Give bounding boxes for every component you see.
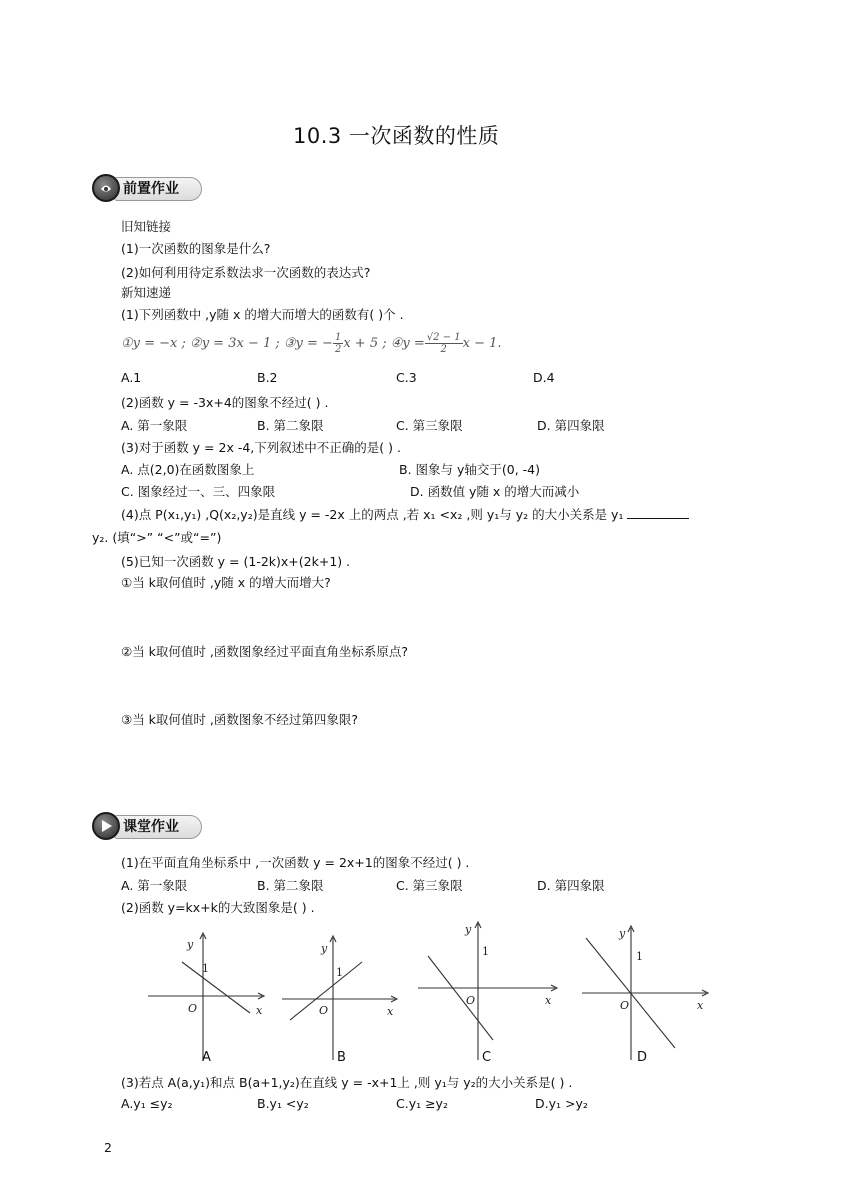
play-icon [92, 812, 120, 840]
graph-b-one: 1 [336, 966, 343, 979]
cq3-option-b: B.y₁ <y₂ [257, 1096, 309, 1111]
graph-d-one: 1 [636, 950, 643, 963]
formula-4b: x − 1. [462, 336, 502, 351]
graph-d-y-label: y [619, 927, 626, 940]
new-question-4 [121, 505, 689, 523]
q2-option-c: C. 第三象限 [396, 418, 463, 433]
section-badge-icon [92, 174, 120, 202]
new-question-2: (2)函数 y = -3x+4的图象不经过( ) . [121, 395, 329, 410]
old-question-2: (2)如何利用待定系数法求一次函数的表达式? [121, 265, 371, 280]
fraction-root2: $\frac{√2 - 1}{2}$ [426, 332, 461, 355]
q5-part-b: ②当 k取何值时 ,函数图象经过平面直角坐标系原点? [121, 644, 409, 659]
graph-a-one: 1 [202, 962, 209, 975]
answer-blank[interactable] [627, 506, 689, 519]
new-question-1: (1)下列函数中 ,y随 x 的增大而增大的函数有( )个 . [121, 307, 404, 322]
old-knowledge-heading: 旧知链接 [121, 219, 172, 234]
q3-option-a: A. 点(2,0)在函数图象上 [121, 462, 255, 477]
graph-b-origin: O [319, 1004, 329, 1017]
formula-3a: ③y = − [283, 336, 333, 351]
section-banner-pre [92, 174, 222, 202]
cq3-option-a: A.y₁ ≤y₂ [121, 1096, 173, 1111]
graph-d-x-label: x [697, 999, 704, 1012]
graph-label-d: D [637, 1050, 648, 1065]
q1-option-d: D.4 [533, 370, 555, 385]
formula-3b: x + 5 ; [343, 336, 387, 351]
q3-option-c: C. 图象经过一、三、四象限 [121, 484, 276, 499]
graph-a-origin: O [188, 1002, 198, 1015]
q2-option-a: A. 第一象限 [121, 418, 188, 433]
page-title: 10.3 一次函数的性质 [293, 124, 500, 148]
new-question-3: (3)对于函数 y = 2x -4,下列叙述中不正确的是( ) . [121, 440, 401, 455]
section-banner-class [92, 812, 222, 840]
q5-part-c: ③当 k取何值时 ,函数图象不经过第四象限? [121, 712, 359, 727]
new-question-5: (5)已知一次函数 y = (1-2k)x+(2k+1) . [121, 554, 351, 569]
new-question-4-cont: y₂. (填“>” “<”或“=”) [92, 530, 222, 545]
graph-d [582, 926, 708, 1060]
graph-label-b: B [337, 1050, 346, 1065]
q3-option-b: B. 图象与 y轴交于(0, -4) [399, 462, 541, 477]
page-number: 2 [104, 1140, 112, 1155]
formula-1: ①y = −x ; [121, 336, 186, 351]
class-question-1: (1)在平面直角坐标系中 ,一次函数 y = 2x+1的图象不经过( ) . [121, 855, 470, 870]
graph-c-x-label: x [545, 994, 552, 1007]
function-list-formula [121, 332, 502, 355]
graph-c-origin: O [466, 994, 476, 1007]
formula-4a: ④y = [390, 336, 425, 351]
graph-a-y-label: y [187, 938, 194, 951]
cq3-option-d: D.y₁ >y₂ [535, 1096, 588, 1111]
graph-options [0, 910, 860, 1080]
q3-option-d: D. 函数值 y随 x 的增大而减小 [410, 484, 580, 499]
graph-b [282, 936, 397, 1060]
graph-c [418, 922, 557, 1060]
section-label: 课堂作业 [114, 815, 202, 839]
formula-2: ②y = 3x − 1 ; [190, 336, 280, 351]
cq1-option-b: B. 第二象限 [257, 878, 324, 893]
graph-a [148, 933, 264, 1060]
class-question-2: (2)函数 y=kx+k的大致图象是( ) . [121, 900, 315, 915]
cq1-option-d: D. 第四象限 [537, 878, 605, 893]
cq1-option-c: C. 第三象限 [396, 878, 463, 893]
q2-option-d: D. 第四象限 [537, 418, 605, 433]
q2-option-b: B. 第二象限 [257, 418, 324, 433]
graph-label-c: C [482, 1050, 492, 1065]
q5-part-a: ①当 k取何值时 ,y随 x 的增大而增大? [121, 575, 331, 590]
new-knowledge-heading: 新知速递 [121, 285, 172, 300]
graph-d-origin: O [620, 999, 630, 1012]
graph-label-a: A [202, 1050, 211, 1065]
graph-b-x-label: x [387, 1005, 394, 1018]
cq3-option-c: C.y₁ ≥y₂ [396, 1096, 448, 1111]
old-question-1: (1)一次函数的图象是什么? [121, 241, 271, 256]
q1-option-b: B.2 [257, 370, 278, 385]
q1-option-a: A.1 [121, 370, 142, 385]
fraction-half: $\frac{1}{2}$ [334, 332, 342, 355]
graph-b-y-label: y [321, 942, 328, 955]
graph-a-x-label: x [256, 1004, 263, 1017]
graph-c-y-label: y [465, 923, 472, 936]
graph-c-one: 1 [482, 945, 489, 958]
class-question-3: (3)若点 A(a,y₁)和点 B(a+1,y₂)在直线 y = -x+1上 ,则 y₁与 y₂的大小关系是( ) . [121, 1075, 573, 1090]
section-label: 前置作业 [114, 177, 202, 201]
cq1-option-a: A. 第一象限 [121, 878, 188, 893]
q4-text: (4)点 P(x₁,y₁) ,Q(x₂,y₂)是直线 y = -2x 上的两点 ,若 x₁ <x₂ ,则 y₁与 y₂ 的大小关系是 y₁ [121, 507, 624, 522]
q1-option-c: C.3 [396, 370, 417, 385]
